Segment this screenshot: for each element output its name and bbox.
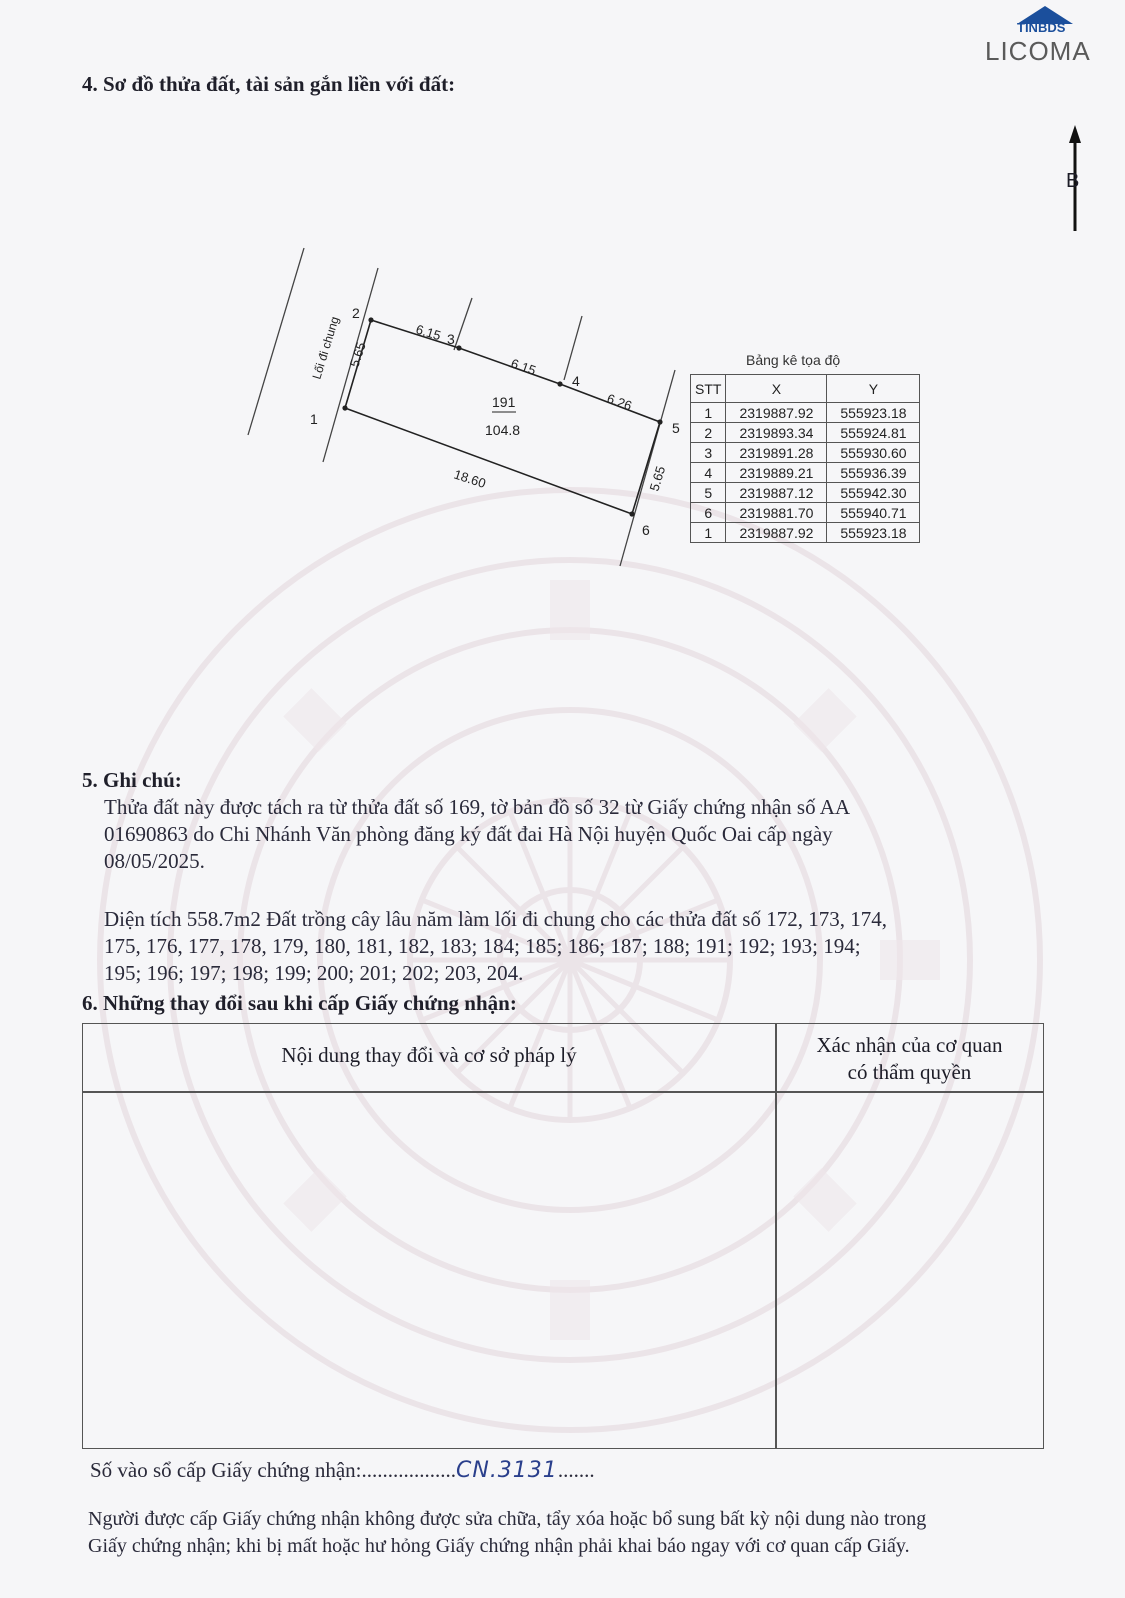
coord-x: 2319887.92 [726, 403, 827, 423]
footer-notice [88, 1506, 1098, 1560]
note-paragraph-2 [104, 906, 1054, 987]
changes-col-confirmation [776, 1032, 1043, 1086]
coord-x: 2319887.92 [726, 523, 827, 543]
coord-stt: 3 [691, 443, 726, 463]
section4-heading: 4. Sơ đồ thửa đất, tài sản gắn liền với đất: [82, 72, 456, 96]
road-label: Lối đi chung [309, 314, 342, 381]
parcel-boundary [345, 320, 660, 514]
note-line: 195; 196; 197; 198; 199; 200; 201; 202; 203, 204. [104, 961, 524, 985]
parcel-number: 191 [492, 394, 516, 410]
point-label-4: 4 [572, 373, 580, 389]
footer-line: Người được cấp Giấy chứng nhận không được sửa chữa, tẩy xóa hoặc bổ sung bất kỳ nội dung nào trong [88, 1508, 927, 1530]
register-line [90, 1457, 595, 1484]
coord-table-title: Bảng kê tọa độ [746, 352, 841, 368]
coord-y: 555940.71 [827, 503, 920, 523]
coord-row [691, 403, 920, 423]
coord-stt: 5 [691, 483, 726, 503]
coord-stt: 2 [691, 423, 726, 443]
coord-y: 555923.18 [827, 403, 920, 423]
register-dots: .................. [361, 1458, 456, 1482]
note-line: Thửa đất này được tách ra từ thửa đất số 169, tờ bản đồ số 32 từ Giấy chứng nhận số AA [104, 795, 851, 819]
edge-label-3-4: 6.15 [509, 355, 538, 379]
coord-x: 2319889.21 [726, 463, 827, 483]
licoma-logo [985, 6, 1105, 68]
vertex-6 [629, 511, 634, 516]
note-line: 175, 176, 177, 178, 179, 180, 181, 182, 183; 184; 185; 186; 187; 188; 191; 192; 193; 194; [104, 934, 861, 958]
edge-label-6-1: 18.60 [452, 466, 488, 491]
coord-stt: 4 [691, 463, 726, 483]
coord-row [691, 443, 920, 463]
point-label-3: 3 [447, 331, 455, 347]
coord-row [691, 523, 920, 543]
coord-stt: 1 [691, 523, 726, 543]
coord-row [691, 503, 920, 523]
note-paragraph-1 [104, 794, 1044, 875]
coord-header-row [691, 375, 920, 403]
footer-line: Giấy chứng nhận; khi bị mất hoặc hư hỏng Giấy chứng nhận phải khai báo ngay với cơ quan cấp Giấy. [88, 1535, 910, 1557]
vertex-5 [657, 419, 662, 424]
parcel-sketch [240, 240, 690, 580]
neighbor-line-2 [564, 316, 582, 380]
section5-heading: 5. Ghi chú: [82, 768, 182, 792]
edge-label-1-2: 5.65 [346, 340, 369, 369]
note-line: 08/05/2025. [104, 849, 205, 873]
register-label: Số vào sổ cấp Giấy chứng nhận: [90, 1458, 362, 1482]
coord-y: 555930.60 [827, 443, 920, 463]
logo-text-top: TINBDS [1017, 20, 1066, 35]
coord-stt: 6 [691, 503, 726, 523]
neighbor-line-1 [454, 298, 472, 350]
coord-header-x: X [726, 375, 827, 403]
coord-x: 2319893.34 [726, 423, 827, 443]
coord-row [691, 423, 920, 443]
note-line: Diện tích 558.7m2 Đất trồng cây lâu năm làm lối đi chung cho các thửa đất số 172, 173, 174, [104, 907, 887, 931]
note-line: 01690863 do Chi Nhánh Văn phòng đăng ký đất đai Hà Nội huyện Quốc Oai cấp ngày [104, 822, 833, 846]
point-label-5: 5 [672, 420, 680, 436]
coord-y: 555942.30 [827, 483, 920, 503]
north-label: B [1066, 170, 1080, 192]
coord-stt: 1 [691, 403, 726, 423]
confirmation-line-1: Xác nhận của cơ quan [816, 1033, 1003, 1057]
logo-text-bottom: LICOMA [985, 36, 1091, 66]
coord-x: 2319891.28 [726, 443, 827, 463]
vertex-4 [557, 381, 562, 386]
coord-x: 2319881.70 [726, 503, 827, 523]
section6-heading: 6. Những thay đổi sau khi cấp Giấy chứng nhận: [82, 991, 517, 1015]
coord-y: 555923.18 [827, 523, 920, 543]
road-line-left [248, 248, 304, 435]
coord-x: 2319887.12 [726, 483, 827, 503]
vertex-3 [456, 345, 461, 350]
coord-header-stt: STT [691, 375, 726, 403]
vertex-1 [342, 405, 347, 410]
coord-row [691, 483, 920, 503]
point-label-1: 1 [310, 411, 318, 427]
coord-y: 555924.81 [827, 423, 920, 443]
register-number: CN.3131 [456, 1458, 558, 1483]
parcel-area: 104.8 [485, 422, 521, 438]
changes-col-content: Nội dung thay đổi và cơ sở pháp lý [281, 1043, 577, 1067]
vertex-2 [368, 317, 373, 322]
changes-table [82, 1023, 1044, 1449]
coord-row [691, 463, 920, 483]
edge-label-2-3: 6.15 [414, 321, 443, 344]
coord-header-y: Y [827, 375, 920, 403]
confirmation-line-2: có thẩm quyền [847, 1060, 972, 1084]
coordinate-table [690, 374, 920, 543]
point-label-2: 2 [352, 305, 360, 321]
edge-label-5-6: 5.65 [646, 464, 669, 493]
edge-label-4-5: 6.26 [604, 390, 634, 414]
register-dots-after: ....... [557, 1458, 595, 1482]
coord-y: 555936.39 [827, 463, 920, 483]
point-label-6: 6 [642, 522, 650, 538]
